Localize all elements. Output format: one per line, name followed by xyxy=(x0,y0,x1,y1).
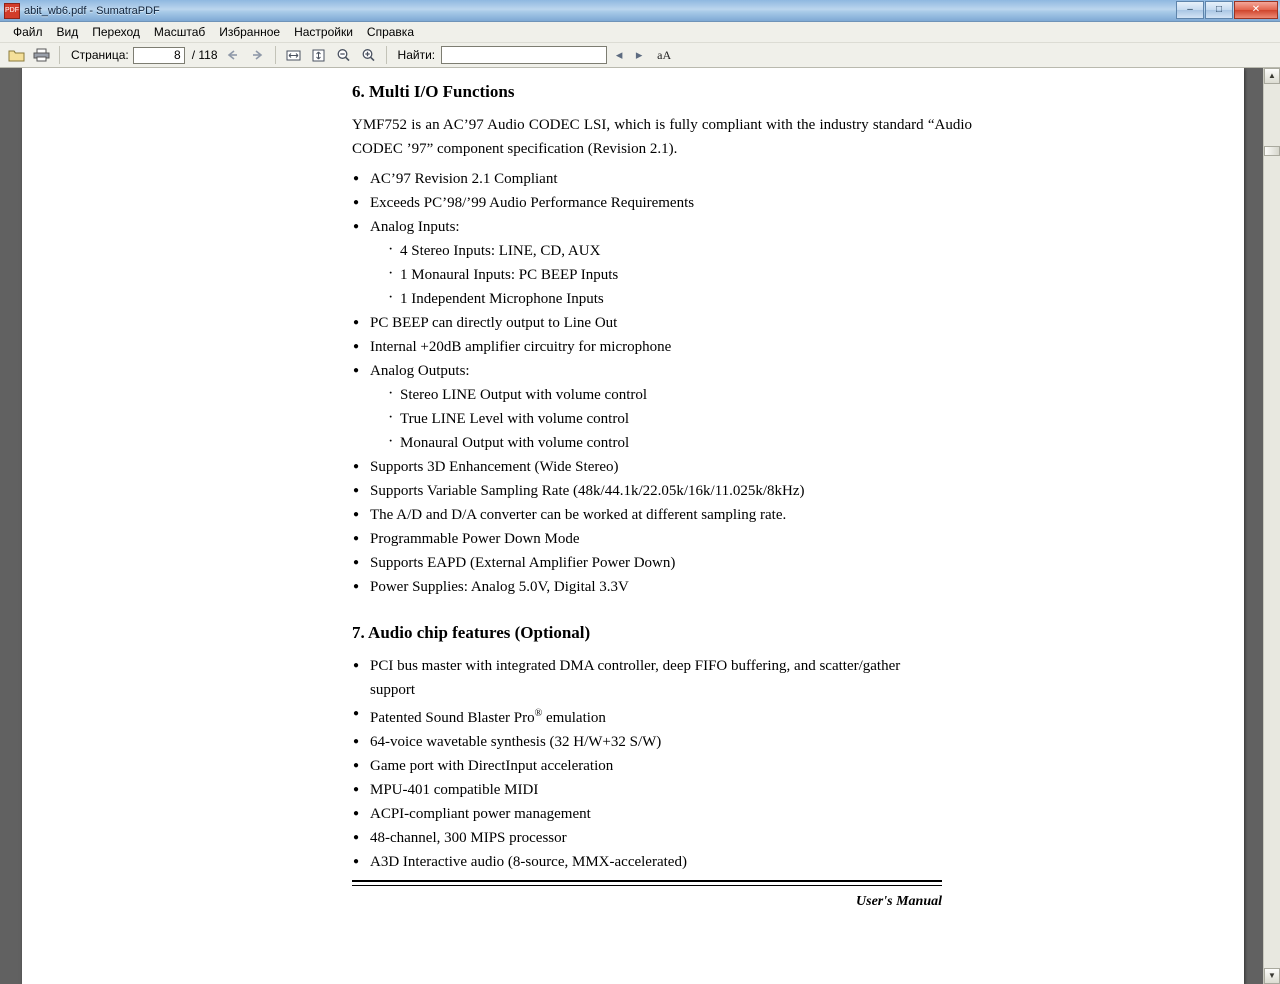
menu-item-zoom[interactable]: Масштаб xyxy=(153,25,206,39)
section-6-heading: 6. Multi I/O Functions xyxy=(352,82,515,101)
list-item: · Monaural Output with volume control xyxy=(388,431,972,455)
open-folder-icon[interactable] xyxy=(6,46,27,65)
menu-bar xyxy=(0,22,1280,43)
fit-width-icon[interactable] xyxy=(283,46,304,65)
list-item: ● AC’97 Revision 2.1 Compliant xyxy=(352,167,972,191)
page-label: Страница: xyxy=(71,48,129,62)
menu-item-favorites[interactable]: Избранное xyxy=(219,25,281,39)
menu-item-settings[interactable]: Настройки xyxy=(294,25,353,39)
printer-icon[interactable] xyxy=(31,46,52,65)
list-item-text: Patented Sound Blaster Pro xyxy=(370,710,535,726)
list-item xyxy=(352,702,972,730)
analog-outputs-sublist xyxy=(352,383,972,455)
pdf-page xyxy=(22,68,1244,984)
scroll-down-button[interactable]: ▼ xyxy=(1264,968,1280,984)
menu-item-goto[interactable]: Переход xyxy=(92,25,140,39)
list-item: ● The A/D and D/A converter can be worked at different sampling rate. xyxy=(352,503,972,527)
menu-item-file[interactable]: Файл xyxy=(13,25,43,39)
list-item: · Stereo LINE Output with volume control xyxy=(388,383,972,407)
menu-item-view[interactable]: Вид xyxy=(56,25,79,39)
list-item: ● A3D Interactive audio (8-source, MMX-accelerated) xyxy=(352,850,972,874)
list-item: ● Programmable Power Down Mode xyxy=(352,527,972,551)
triangle-left-icon[interactable]: ◂ xyxy=(615,47,623,62)
find-label: Найти: xyxy=(397,48,436,62)
list-item: ● Analog Inputs: xyxy=(352,215,972,239)
window-title: abit_wb6.pdf - SumatraPDF xyxy=(24,4,160,17)
section-7-bullets xyxy=(352,654,972,874)
list-item: ● 48-channel, 300 MIPS processor xyxy=(352,826,972,850)
section-6-bullets-2 xyxy=(352,311,972,383)
list-item: ● Supports 3D Enhancement (Wide Stereo) xyxy=(352,455,972,479)
close-button[interactable]: ✕ xyxy=(1234,1,1278,19)
window-controls xyxy=(1176,1,1278,19)
list-item: ● Analog Outputs: xyxy=(352,359,972,383)
zoom-in-icon[interactable] xyxy=(358,46,379,65)
list-item: ● Exceeds PC’98/’99 Audio Performance Requirements xyxy=(352,191,972,215)
triangle-right-icon[interactable]: ▸ xyxy=(635,47,643,62)
toolbar-separator-3 xyxy=(386,46,387,64)
arrow-left-icon[interactable] xyxy=(222,46,243,65)
list-item xyxy=(352,654,972,702)
list-item-line-2: support xyxy=(370,682,415,698)
list-item: ● Internal +20dB amplifier circuitry for microphone xyxy=(352,335,972,359)
section-7-heading: 7. Audio chip features (Optional) xyxy=(352,623,591,642)
minimize-button[interactable]: – xyxy=(1176,1,1204,19)
zoom-out-icon[interactable] xyxy=(333,46,354,65)
footer-divider xyxy=(352,880,942,886)
page-number-input[interactable] xyxy=(133,47,185,64)
list-item-text-tail: emulation xyxy=(542,710,606,726)
list-item-line-1: PCI bus master with integrated DMA controller, deep FIFO buffering, and scatter/gather xyxy=(370,658,901,674)
scroll-up-button[interactable]: ▲ xyxy=(1264,68,1280,84)
registered-mark: ® xyxy=(534,708,543,719)
toolbar-separator xyxy=(59,46,60,64)
list-item: · 4 Stereo Inputs: LINE, CD, AUX xyxy=(388,239,972,263)
page-content xyxy=(352,82,972,910)
arrow-right-icon[interactable] xyxy=(247,46,268,65)
section-6-intro: YMF752 is an AC’97 Audio CODEC LSI, which is fully compliant with the industry standard “Audio CODEC ’97” component specification (Revision 2.1). xyxy=(352,117,972,157)
section-6-bullets-1 xyxy=(352,167,972,239)
find-input[interactable] xyxy=(441,46,607,64)
list-item: ● Game port with DirectInput acceleration xyxy=(352,754,972,778)
list-item: ● Supports EAPD (External Amplifier Power Down) xyxy=(352,551,972,575)
title-bar[interactable] xyxy=(0,0,1280,22)
list-item: ● MPU-401 compatible MIDI xyxy=(352,778,972,802)
list-item: ● Supports Variable Sampling Rate (48k/44.1k/22.05k/16k/11.025k/8kHz) xyxy=(352,479,972,503)
analog-inputs-sublist xyxy=(352,239,972,311)
section-6-bullets-3 xyxy=(352,455,972,599)
document-viewport[interactable] xyxy=(0,68,1280,984)
list-item: ● PC BEEP can directly output to Line Out xyxy=(352,311,972,335)
toolbar xyxy=(0,43,1280,68)
scroll-thumb[interactable] xyxy=(1264,146,1280,156)
match-case-icon[interactable]: aA xyxy=(657,47,672,62)
fit-page-icon[interactable] xyxy=(308,46,329,65)
maximize-button[interactable]: □ xyxy=(1205,1,1233,19)
page-footer: User's Manual xyxy=(856,894,942,909)
pdf-app-icon: PDF xyxy=(4,3,20,19)
list-item: ● ACPI-compliant power management xyxy=(352,802,972,826)
list-item: ● 64-voice wavetable synthesis (32 H/W+32 S/W) xyxy=(352,730,972,754)
menu-item-help[interactable]: Справка xyxy=(366,25,414,39)
toolbar-separator-2 xyxy=(275,46,276,64)
list-item: · 1 Independent Microphone Inputs xyxy=(388,287,972,311)
vertical-scrollbar[interactable] xyxy=(1263,68,1280,984)
list-item: ● Power Supplies: Analog 5.0V, Digital 3.3V xyxy=(352,575,972,599)
page-total-label: / 118 xyxy=(191,48,218,62)
list-item: · 1 Monaural Inputs: PC BEEP Inputs xyxy=(388,263,972,287)
list-item: · True LINE Level with volume control xyxy=(388,407,972,431)
